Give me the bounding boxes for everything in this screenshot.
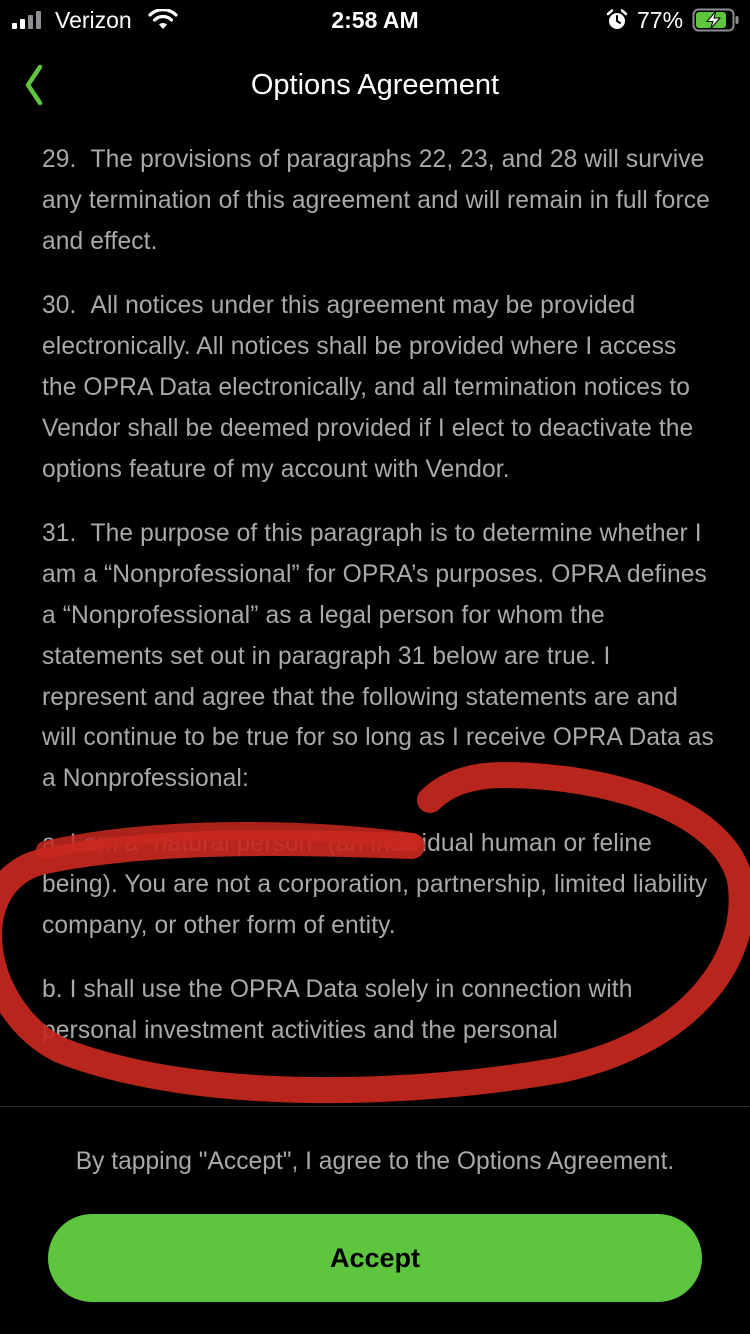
divider (0, 1106, 750, 1107)
paragraph-31 (42, 514, 717, 800)
paragraph-text: The purpose of this paragraph is to determine whether I am a “Nonprofessional” for OPRA’s purposes. OPRA defines a “Nonprofessional” as a legal person for whom the statements set out in paragraph 31 below are true. I represent and agree that the following statements are and will continue to be true for so long as I receive OPRA Data as a Nonprofessional: (42, 520, 714, 793)
navigation-bar (0, 50, 750, 120)
paragraph-31b (42, 970, 717, 1052)
status-bar (0, 0, 750, 40)
paragraph-text: The provisions of paragraphs 22, 23, and 28 will survive any termination of this agreement and will remain in full force and effect. (42, 146, 710, 255)
paragraph-number: 29. (42, 146, 77, 173)
paragraph-number: 31. (42, 520, 77, 548)
alarm-icon (605, 8, 629, 32)
paragraph-text: All notices under this agreement may be provided electronically. All notices shall be provided where I access the OPRA Data electronically, and all termination notices to Vendor shall be deemed provided if I elect to deactivate the options feature of my account with Vendor. (42, 292, 694, 483)
footer (0, 1106, 750, 1334)
paragraph-number: 30. (42, 292, 77, 320)
page-title: Options Agreement (250, 69, 500, 101)
paragraph-text: b. I shall use the OPRA Data solely in connection with personal investment activities and the personal (42, 976, 633, 1045)
battery-percent: 77% (637, 7, 684, 33)
paragraph-text: a. I am a “natural person” (an individual human or feline being). You are not a corporation, partnership, limited liability company, or other form of entity. (42, 829, 708, 939)
battery-charging-icon (692, 8, 740, 32)
paragraph-30 (42, 286, 717, 490)
accept-button[interactable]: Accept (48, 1214, 702, 1302)
status-time: 2:58 AM (331, 7, 419, 33)
agreement-content[interactable] (42, 140, 717, 1104)
paragraph-29 (42, 140, 717, 262)
consent-text: By tapping "Accept", I agree to the Options Agreement. (75, 1148, 675, 1175)
carrier-name: Verizon (55, 7, 132, 33)
paragraph-31a (42, 824, 717, 946)
